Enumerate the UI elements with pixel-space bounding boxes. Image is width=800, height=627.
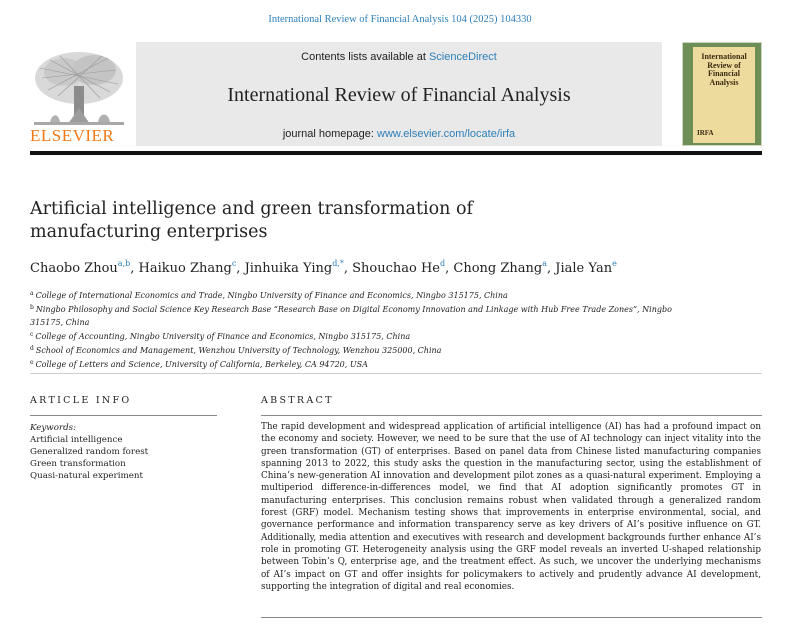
affiliation-key: d: [30, 345, 34, 353]
abstract-heading: ABSTRACT: [261, 395, 334, 406]
affiliation-key: c: [30, 330, 34, 338]
author-affiliation-marker[interactable]: a,b: [117, 259, 131, 268]
author-affiliation-marker[interactable]: c: [231, 259, 237, 268]
affiliation-item: [30, 357, 680, 371]
abstract-bottom-rule: [261, 617, 762, 618]
cover-title: International Review of Financial Analysis: [701, 52, 747, 87]
affiliation-item: [30, 302, 680, 329]
author-affiliation-marker[interactable]: d,*: [332, 259, 344, 268]
affiliation-text: School of Economics and Management, Wenzhou University of Technology, Wenzhou 325000, China: [35, 346, 442, 356]
homepage-link[interactable]: www.elsevier.com/locate/irfa: [377, 128, 516, 140]
author-name[interactable]: Chaobo Zhou: [30, 261, 118, 276]
author-name[interactable]: Jinhuika Ying: [244, 261, 333, 276]
abstract-text: The rapid development and widespread application of artificial intelligence (AI) has had a profound impact on the economy and society. However, we need to be sure that the use of AI technology can inject vitality into the green transformation (GT) of enterprises. Based on panel data from Chinese listed manufacturing companies spanning 2013 to 2022, this study asks the question in the manufacturing sector, using the establishment of China’s new-generation AI innovation and development pilot zones as a quasi-natural experiment. Employing a multiperiod difference-in-differences model, we find that AI adoption significantly promotes GT in manufacturing enterprises. This conclusion remains robust when validated through a generalized random forest (GRF) model. Mechanism testing shows that improvements in enterprise environmental, social, and governance performance and information transparency serve as key drivers of AI’s positive influence on GT. Additionally, media attention and executives with research and development backgrounds further enhance AI’s role in promoting GT. Heterogeneity analysis using the GRF model reveals an inverted U-shaped relationship between Tobin’s Q, enterprise age, and the treatment effect. As such, we uncover the underlying mechanisms of AI’s impact on GT and offer insights for policymakers to actively and prudently advance AI development, supporting the integration of digital and real economies.: [261, 422, 761, 592]
author-name[interactable]: Chong Zhang: [453, 261, 543, 276]
keyword-item[interactable]: Green transformation: [30, 459, 126, 470]
elsevier-wordmark: ELSEVIER: [30, 126, 115, 145]
homepage-line: [136, 128, 662, 140]
affiliation-item: [30, 288, 680, 302]
affiliation-item: [30, 343, 680, 357]
article-title: Artificial intelligence and green transformation of manufacturing enterprises: [30, 199, 473, 242]
contents-line: [136, 51, 662, 63]
keywords-block: [30, 422, 220, 482]
article-info-heading: ARTICLE INFO: [30, 395, 132, 406]
affiliations-divider: [30, 373, 762, 374]
author-name[interactable]: Shouchao He: [352, 261, 440, 276]
keyword-item[interactable]: Generalized random forest: [30, 447, 149, 458]
author-name[interactable]: Jiale Yan: [555, 261, 613, 276]
abstract-rule: [261, 415, 762, 416]
author-separator: ,: [445, 261, 454, 276]
affiliation-text: College of Accounting, Ningbo University of Finance and Economics, Ningbo 315175, China: [35, 331, 411, 341]
affiliation-key: e: [30, 359, 34, 367]
journal-cover-thumbnail[interactable]: [682, 42, 762, 146]
author-separator: ,: [130, 261, 139, 276]
header-divider: [30, 151, 762, 155]
article-info-rule: [30, 415, 217, 416]
affiliation-list: [30, 288, 680, 372]
author-separator: ,: [547, 261, 556, 276]
author-affiliation-marker[interactable]: d: [440, 259, 446, 268]
author-affiliation-marker[interactable]: a: [542, 259, 547, 268]
author-affiliation-marker[interactable]: e: [612, 259, 617, 268]
affiliation-item: [30, 329, 680, 343]
affiliation-key: a: [30, 290, 34, 297]
author-separator: ,: [236, 261, 245, 276]
keyword-item[interactable]: Quasi-natural experiment: [30, 471, 143, 482]
author-name[interactable]: Haikuo Zhang: [138, 261, 232, 276]
masthead: [30, 42, 762, 146]
homepage-prefix: journal homepage:: [282, 128, 377, 140]
journal-title: International Review of Financial Analysis: [227, 84, 571, 106]
keywords-label: Keywords:: [30, 423, 77, 433]
cover-logo: IRFA: [697, 129, 714, 137]
affiliation-text: College of International Economics and Trade, Ningbo University of Finance and Economics, Ningbo 315175, China: [35, 291, 508, 300]
journal-reference-link[interactable]: International Review of Financial Analysis 104 (2025) 104330: [268, 14, 532, 25]
cover-panel: [693, 47, 755, 143]
journal-banner: [136, 42, 662, 146]
author-list: [30, 259, 770, 276]
contents-prefix: Contents lists available at: [301, 51, 429, 63]
affiliation-text: Ningbo Philosophy and Social Science Key Research Base “Research Base on Digital Economy Innovation and Linkage with Hub Free Trade Zones”, Ningbo 315175, China: [30, 305, 672, 327]
keyword-item[interactable]: Artificial intelligence: [30, 435, 123, 446]
affiliation-key: b: [30, 304, 34, 312]
author-separator: ,: [343, 261, 353, 276]
affiliation-text: College of Letters and Science, University of California, Berkeley, CA 94720, USA: [35, 360, 368, 370]
sciencedirect-link[interactable]: ScienceDirect: [428, 51, 497, 63]
